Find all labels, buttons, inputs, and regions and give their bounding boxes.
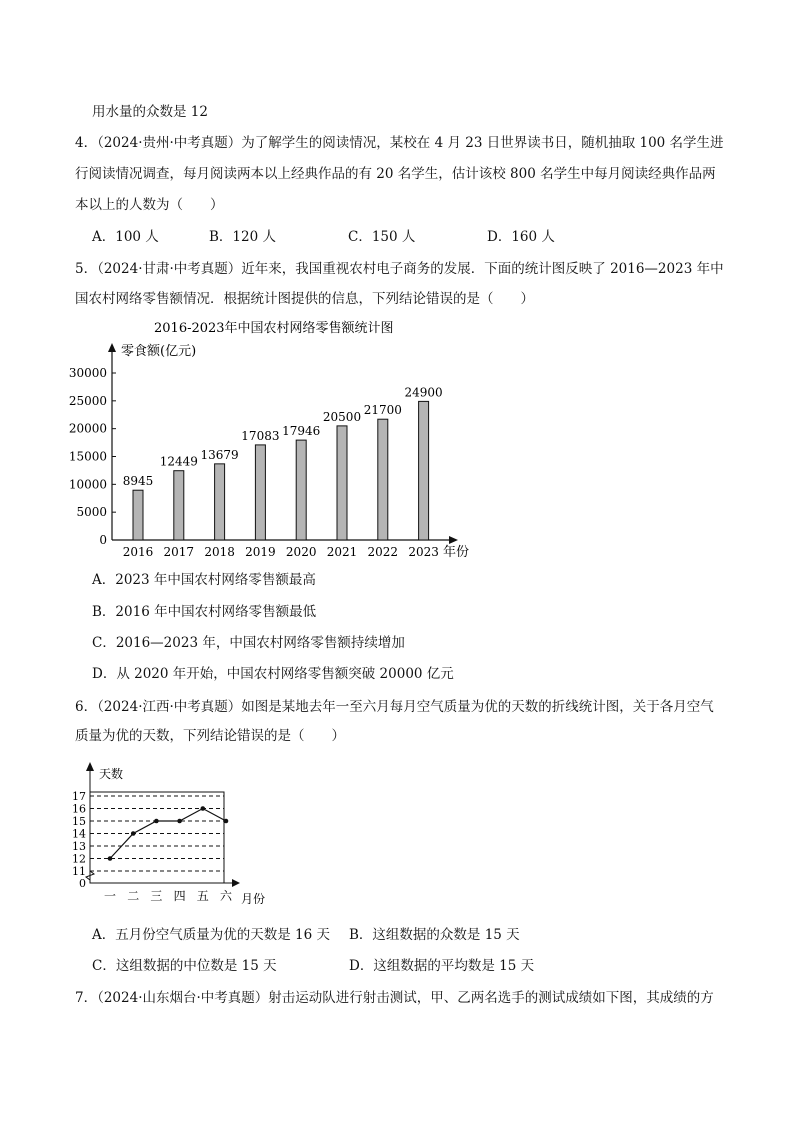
- bar-chart-xlabel: 年份: [443, 545, 470, 560]
- q6-line-2: 质量为优的天数，下列结论错误的是（ ）: [75, 728, 345, 744]
- q4-option-a: A．100 人: [92, 229, 159, 245]
- bar-value-label: 17083: [241, 428, 280, 443]
- bar: [174, 471, 184, 540]
- q4-option-b: B．120 人: [209, 229, 276, 245]
- bar-chart-y-tick-label: 25000: [68, 393, 107, 408]
- line-chart-y-tick-label: 17: [72, 790, 86, 803]
- q7-line-1: 7．（2024·山东烟台·中考真题）射击运动队进行射击测试，甲、乙两名选手的测试成绩如下图，其成绩的方: [75, 990, 714, 1006]
- bar-chart-y-tick-label: 30000: [68, 366, 107, 380]
- q4-line-1: 4．（2024·贵州·中考真题）为了解学生的阅读情况，某校在 4 月 23 日世界读书日，随机抽取 100 名学生进: [75, 135, 724, 151]
- line-chart-ylabel: 天数: [99, 767, 124, 781]
- line-chart-y-tick-label: 14: [72, 827, 86, 841]
- q4-line-2: 行阅读情况调查，每月阅读两本以上经典作品的有 20 名学生，估计该校 800 名学生中每月阅读经典作品两: [75, 166, 716, 182]
- bar-chart-y-tick-label: 5000: [76, 505, 107, 520]
- bar-chart-x-tick-label: 2016: [122, 545, 154, 559]
- bar-chart-x-tick-label: 2021: [326, 545, 358, 559]
- bar-value-label: 24900: [404, 385, 443, 400]
- bar: [337, 426, 347, 540]
- q5-option-c: C．2016—2023 年，中国农村网络零售额持续增加: [92, 635, 405, 651]
- bar-chart-x-tick-label: 2020: [285, 545, 317, 559]
- line-chart-x-arrow: [232, 879, 240, 887]
- bar-chart-title: 2016-2023年中国农村网络零售额统计图: [154, 321, 394, 336]
- q6-option-d: D．这组数据的平均数是 15 天: [349, 958, 535, 974]
- line-chart-point: [108, 856, 113, 861]
- line-chart-point: [177, 819, 182, 824]
- line-chart-axis-break: [86, 871, 94, 880]
- bar-chart-x-tick-label: 2019: [245, 545, 276, 559]
- q5-option-b: B．2016 年中国农村网络零售额最低: [92, 604, 317, 620]
- q4-option-c: C．150 人: [348, 229, 416, 245]
- q4-line-3: 本以上的人数为（ ）: [75, 197, 224, 213]
- line-chart-y-tick-label: 12: [72, 852, 86, 866]
- bar-chart-y-tick-label: 15000: [68, 449, 107, 464]
- bar-value-label: 12449: [159, 454, 198, 469]
- q4-option-d: D．160 人: [487, 229, 555, 245]
- line-chart-point: [131, 831, 136, 836]
- line-chart-y-tick-label: 11: [72, 865, 86, 878]
- line-chart-y-tick-label: 13: [72, 840, 86, 853]
- line-chart-y-tick-label: 16: [72, 802, 86, 816]
- bar: [215, 464, 225, 540]
- line-chart-frame: [90, 792, 224, 883]
- q6-option-c: C．这组数据的中位数是 15 天: [92, 958, 277, 974]
- bar-chart-ylabel: 零食额(亿元): [121, 344, 197, 359]
- line-chart-y-arrow: [86, 762, 94, 771]
- line-chart-point: [154, 819, 159, 824]
- bar-chart-x-tick-label: 2017: [163, 545, 195, 559]
- bar-chart-x-tick-label: 2022: [367, 545, 399, 559]
- q5-line-1: 5．（2024·甘肃·中考真题）近年来，我国重视农村电子商务的发展．下面的统计图反映了 2016—2023 年中: [75, 261, 724, 277]
- q6-option-a: A．五月份空气质量为优的天数是 16 天: [92, 927, 331, 943]
- bar-chart-x-tick-label: 2018: [204, 545, 235, 559]
- bar-chart-y-tick-label: 10000: [68, 477, 107, 492]
- line-chart-x-tick-label: 六: [219, 889, 233, 903]
- bar-chart-y-arrow: [108, 343, 116, 352]
- line-chart-x-tick-label: 三: [150, 889, 163, 903]
- bar-chart-x-arrow: [449, 536, 458, 544]
- q5-option-a: A．2023 年中国农村网络零售额最高: [92, 572, 316, 588]
- q5-option-d: D．从 2020 年开始，中国农村网络零售额突破 20000 亿元: [92, 666, 454, 682]
- line-chart-y-tick-label: 15: [72, 815, 86, 828]
- bar: [255, 445, 265, 540]
- bar-value-label: 13679: [200, 447, 239, 462]
- line-chart-x-tick-label: 一: [103, 889, 117, 903]
- bar: [296, 440, 306, 540]
- line-chart-x-tick-label: 五: [196, 889, 209, 903]
- line-chart-x-tick-label: 四: [173, 889, 186, 903]
- line-chart-xlabel: 月份: [241, 892, 266, 906]
- bar-chart-y-tick-label: 20000: [68, 421, 107, 436]
- bar: [378, 419, 388, 540]
- bar-value-label: 8945: [122, 474, 154, 489]
- bar-value-label: 17946: [282, 424, 321, 439]
- line-chart-point: [201, 806, 206, 811]
- line-chart-series: [110, 809, 226, 859]
- bar-value-label: 21700: [363, 403, 402, 418]
- bar-chart-x-tick-label: 2023: [408, 545, 439, 559]
- bar: [419, 401, 429, 540]
- q6-option-b: B．这组数据的众数是 15 天: [349, 927, 520, 943]
- q6-line-1: 6．（2024·江西·中考真题）如图是某地去年一至六月每月空气质量为优的天数的折线统计图，关于各月空气: [75, 699, 714, 715]
- line-chart-point: [224, 819, 229, 824]
- bar: [133, 490, 143, 540]
- line-chart-x-tick-label: 二: [127, 889, 140, 903]
- bar-chart-y-tick-label: 0: [99, 533, 107, 547]
- line-chart-y-tick-label: 0: [79, 877, 86, 890]
- bar-value-label: 20500: [322, 409, 362, 424]
- prev-answer-tail: 用水量的众数是 12: [92, 104, 208, 120]
- q5-line-2: 国农村网络零售额情况．根据统计图提供的信息，下列结论错误的是（ ）: [75, 291, 534, 307]
